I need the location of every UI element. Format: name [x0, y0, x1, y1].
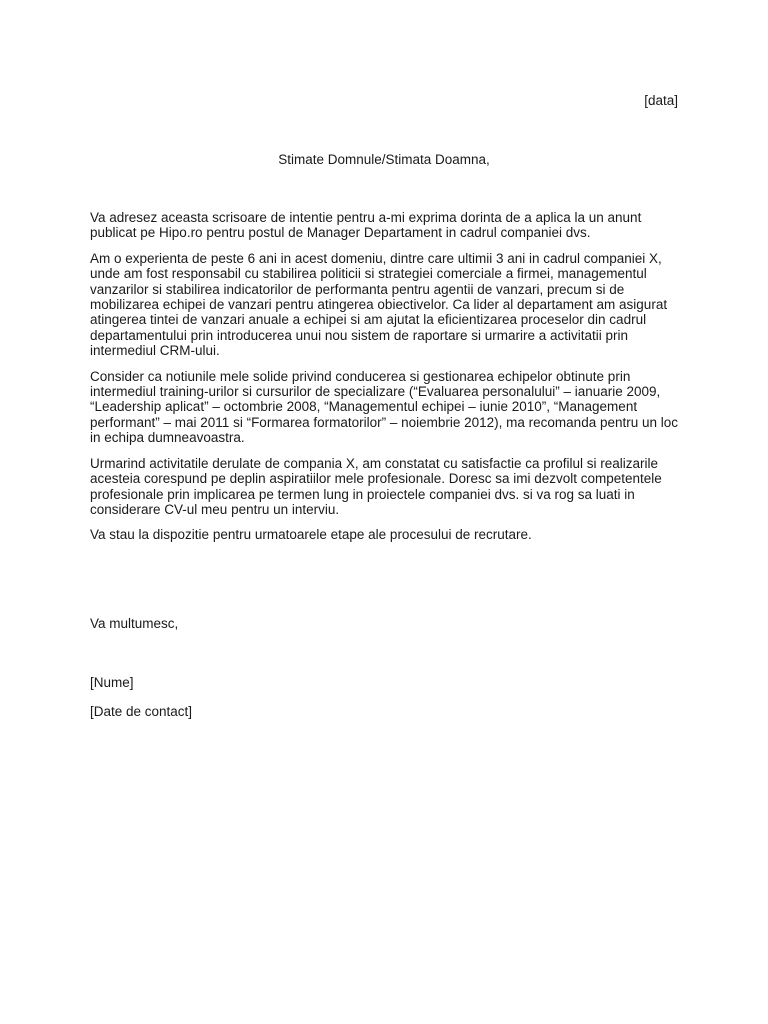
paragraph-availability: Va stau la dispozitie pentru urmatoarele etape ale procesului de recrutare.: [90, 527, 532, 543]
paragraph-intro: Va adresez aceasta scrisoare de intentie pentru a-mi exprima dorinta de a aplica la un anunt publicat pe Hipo.ro pentru postul de Manager Departament in cadrul companiei dvs.: [90, 210, 642, 241]
paragraph-experience: Am o experienta de peste 6 ani in acest domeniu, dintre care ultimii 3 ani in cadrul companiei X, unde am fost responsabil cu stabilirea politicii si strategiei comerciale a firmei, managementul vanzarilor si stabilirea indicatorilor de performanta pentru agentii de vanzari, precum si de mobilizarea echipei de vanzari pentru atingerea obiectivelor. Ca lider al departament am asigurat atingerea tintei de vanzari anuale a echipei si am ajutat la eficientizarea proceselor din cadrul departamentului prin introducerea unui nou sistem de raportare si urmarire a activitatii prin intermediul CRM-ului.: [90, 250, 668, 359]
paragraph-training: Consider ca notiunile mele solide privind conducerea si gestionarea echipelor obtinute prin intermediul training-urilor si cursurilor de specializare (“Evaluarea personalului” – ianuarie 2009, “Leadership aplicat” – octombrie 2008, “Managementul echipei – iunie 2010”, “Management performant” – mai 2011 si “Formarea formatorilor” – noiembrie 2012), ma recomanda pentru un loc in echipa dumneavoastra.: [90, 368, 679, 446]
letter-date: [data]: [644, 93, 678, 108]
signature-name: [Nume]: [90, 675, 134, 690]
paragraph-motivation: Urmarind activitatile derulate de compania X, am constatat cu satisfactie ca profilul si realizarile acesteia corespund pe deplin aspiratiilor mele profesionale. Doresc sa imi dezvolt competentele profesionale prin implicarea pe termen lung in proiectele companiei dvs. si va rog sa luati in considerare CV-ul meu pentru un interviu.: [90, 455, 662, 517]
letter-body: [90, 210, 682, 553]
contact-details: [Date de contact]: [90, 704, 193, 719]
letter-salutation: Stimate Domnule/Stimata Doamna,: [278, 152, 490, 167]
letter-closing: Va multumesc,: [90, 616, 179, 631]
